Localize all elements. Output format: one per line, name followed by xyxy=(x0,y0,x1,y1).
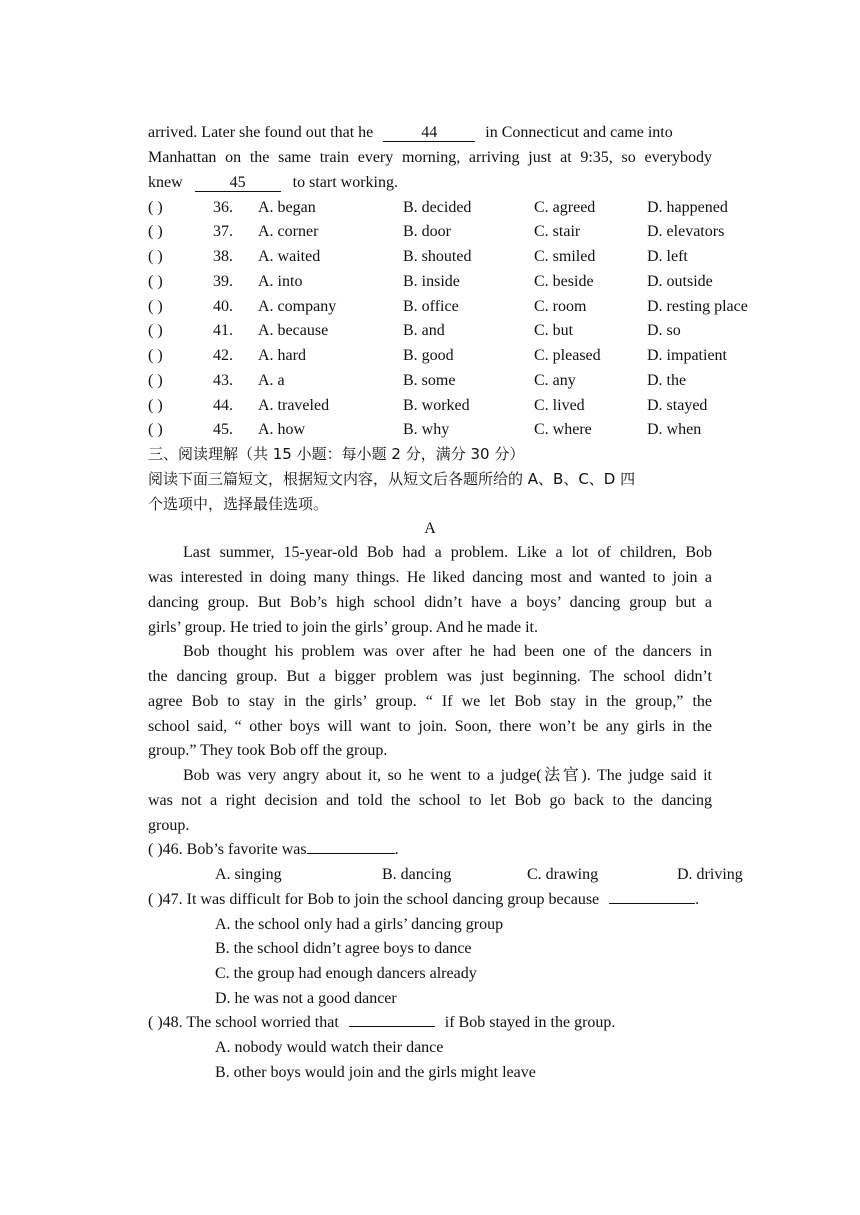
option-c: C. pleased xyxy=(534,347,601,364)
option-c: C. lived xyxy=(534,397,585,414)
cloze-item-37 xyxy=(148,222,768,242)
answer-parentheses[interactable]: ( ) xyxy=(148,223,163,240)
passage-line: Bob thought his problem was over after he had been one of the dancers in xyxy=(183,643,712,660)
question-stem: 47. It was difficult for Bob to join the school dancing group because xyxy=(162,891,600,908)
option-b: B. why xyxy=(403,421,450,438)
option-d: D. the xyxy=(647,372,687,389)
answer-parentheses[interactable]: ( ) xyxy=(148,421,163,438)
paragraph-line xyxy=(148,173,398,193)
text: arrived. Later she found out that he xyxy=(148,124,374,141)
question-number: 39. xyxy=(213,273,233,290)
option-d: D. happened xyxy=(647,199,728,216)
passage-line: Bob was very angry about it, so he went to a judge(法官). The judge said it xyxy=(183,767,712,784)
passage-line: group. xyxy=(148,817,190,834)
option-c: C. where xyxy=(534,421,592,438)
answer-parentheses[interactable]: ( ) xyxy=(148,891,163,908)
passage-line: Last summer, 15-year-old Bob had a problem. Like a lot of children, Bob xyxy=(183,544,712,561)
option-b: B. some xyxy=(403,372,456,389)
text: knew xyxy=(148,174,183,191)
option-b: B. and xyxy=(403,322,445,339)
question-number: 37. xyxy=(213,223,233,240)
cloze-item-45 xyxy=(148,420,768,440)
answer-parentheses[interactable]: ( ) xyxy=(148,298,163,315)
option-c: C. room xyxy=(534,298,587,315)
option-c: C. but xyxy=(534,322,574,339)
option-a: A. a xyxy=(258,372,285,389)
option-b: B. shouted xyxy=(403,248,472,265)
option-b: B. the school didn’t agree boys to dance xyxy=(215,940,472,957)
cloze-item-38 xyxy=(148,247,768,267)
passage-line: dancing group. But Bob’s high school didn’t have a boys’ dancing group but a xyxy=(148,594,712,611)
question-46-options xyxy=(215,865,755,885)
option-d: D. he was not a good dancer xyxy=(215,990,397,1007)
option-c: C. agreed xyxy=(534,199,596,216)
option-b: B. decided xyxy=(403,199,472,216)
question-number: 43. xyxy=(213,372,233,389)
passage-label: A xyxy=(424,520,436,537)
option-d: D. left xyxy=(647,248,688,265)
answer-parentheses[interactable]: ( ) xyxy=(148,1014,163,1031)
section-heading: 三、阅读理解（共 15 小题：每小题 2 分，满分 30 分） xyxy=(148,445,525,463)
option-c: C. beside xyxy=(534,273,594,290)
question-number: 41. xyxy=(213,322,233,339)
option-a: A. how xyxy=(258,421,306,438)
option-d: D. resting place xyxy=(647,298,748,315)
option-c: C. drawing xyxy=(527,866,599,883)
option-a: A. corner xyxy=(258,223,319,240)
option-d: D. elevators xyxy=(647,223,725,240)
option-b: B. good xyxy=(403,347,454,364)
option-a: A. the school only had a girls’ dancing group xyxy=(215,916,504,933)
answer-blank-45: 45 xyxy=(195,174,281,192)
question-stem: 46. Bob’s favorite was xyxy=(162,841,307,858)
passage-line: was interested in doing many things. He liked dancing most and wanted to join a xyxy=(148,569,712,586)
question-number: 40. xyxy=(213,298,233,315)
question-stem-post: if Bob stayed in the group. xyxy=(444,1014,616,1031)
option-d: D. impatient xyxy=(647,347,727,364)
option-a: A. into xyxy=(258,273,303,290)
answer-parentheses[interactable]: ( ) xyxy=(148,372,163,389)
paragraph-line xyxy=(148,123,673,143)
passage-line: school said, “ other boys will want to join. Soon, there won’t be any girls in the xyxy=(148,718,712,735)
option-b: B. other boys would join and the girls might leave xyxy=(215,1064,536,1081)
option-a: A. hard xyxy=(258,347,306,364)
question-stem: 48. The school worried that xyxy=(162,1014,339,1031)
answer-parentheses[interactable]: ( ) xyxy=(148,248,163,265)
stem-end: . xyxy=(394,841,399,858)
instruction-line: 个选项中，选择最佳选项。 xyxy=(148,495,329,513)
answer-parentheses[interactable]: ( ) xyxy=(148,397,163,414)
paragraph-line: Manhattan on the same train every morning, arriving just at 9:35, so everybody xyxy=(148,149,712,166)
option-d: D. driving xyxy=(677,866,743,883)
passage-line: agree Bob to stay in the girls’ group. “ If we let Bob stay in the group,” the xyxy=(148,693,712,710)
option-b: B. office xyxy=(403,298,459,315)
cloze-item-36 xyxy=(148,198,768,218)
option-a: A. because xyxy=(258,322,329,339)
answer-parentheses[interactable]: ( ) xyxy=(148,199,163,216)
passage-line: girls’ group. He tried to join the girls’ group. And he made it. xyxy=(148,619,538,636)
option-a: A. nobody would watch their dance xyxy=(215,1039,444,1056)
passage-line: the dancing group. But a bigger problem was just beginning. The school didn’t xyxy=(148,668,712,685)
cloze-item-41 xyxy=(148,321,768,341)
cloze-item-44 xyxy=(148,396,768,416)
answer-blank xyxy=(609,903,695,904)
cloze-item-42 xyxy=(148,346,768,366)
question-47 xyxy=(148,890,699,910)
answer-blank-44: 44 xyxy=(383,124,475,142)
passage-line: group.” They took Bob off the group. xyxy=(148,742,388,759)
option-d: D. outside xyxy=(647,273,713,290)
instruction-line: 阅读下面三篇短文，根据短文内容，从短文后各题所给的 A、B、C、D 四 xyxy=(148,470,636,488)
option-a: A. began xyxy=(258,199,316,216)
answer-parentheses[interactable]: ( ) xyxy=(148,347,163,364)
option-d: D. stayed xyxy=(647,397,708,414)
option-c: C. smiled xyxy=(534,248,596,265)
option-a: A. company xyxy=(258,298,337,315)
question-48 xyxy=(148,1013,615,1033)
text: to start working. xyxy=(292,174,398,191)
answer-parentheses[interactable]: ( ) xyxy=(148,273,163,290)
option-b: B. inside xyxy=(403,273,460,290)
option-c: C. the group had enough dancers already xyxy=(215,965,477,982)
cloze-item-39 xyxy=(148,272,768,292)
question-number: 44. xyxy=(213,397,233,414)
question-number: 42. xyxy=(213,347,233,364)
answer-blank xyxy=(349,1026,435,1027)
option-c: C. any xyxy=(534,372,576,389)
option-b: B. dancing xyxy=(382,866,452,883)
answer-parentheses[interactable]: ( ) xyxy=(148,322,163,339)
option-a: A. traveled xyxy=(258,397,330,414)
passage-line: was not a right decision and told the school to let Bob go back to the dancing xyxy=(148,792,712,809)
option-b: B. worked xyxy=(403,397,470,414)
cloze-item-43 xyxy=(148,371,768,391)
question-number: 45. xyxy=(213,421,233,438)
option-c: C. stair xyxy=(534,223,581,240)
text: in Connecticut and came into xyxy=(485,124,673,141)
stem-end: . xyxy=(695,891,700,908)
option-a: A. singing xyxy=(215,866,282,883)
option-a: A. waited xyxy=(258,248,321,265)
option-b: B. door xyxy=(403,223,451,240)
cloze-item-40 xyxy=(148,297,768,317)
question-46 xyxy=(148,840,399,860)
question-number: 38. xyxy=(213,248,233,265)
answer-parentheses[interactable]: ( ) xyxy=(148,841,163,858)
option-d: D. so xyxy=(647,322,681,339)
question-number: 36. xyxy=(213,199,233,216)
answer-blank xyxy=(307,853,395,854)
option-d: D. when xyxy=(647,421,702,438)
